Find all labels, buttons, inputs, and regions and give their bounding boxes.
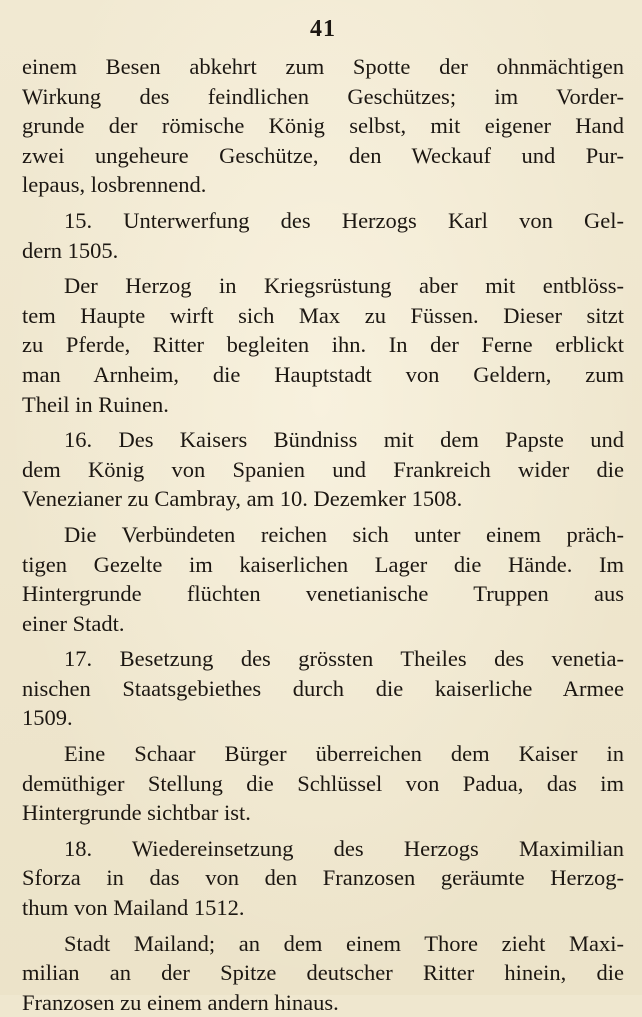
text-line: 1509. bbox=[22, 705, 73, 731]
text-line: tem Haupte wirft sich Max zu Füssen. Dieser sitzt bbox=[22, 302, 624, 328]
text-line: grunde der römische König selbst, mit eigener Hand bbox=[22, 113, 624, 139]
text-line: demüthiger Stellung die Schlüssel von Padua, das im bbox=[22, 770, 624, 796]
paragraph-description-16 bbox=[22, 520, 624, 638]
text-line: 18. Wiedereinsetzung des Herzogs Maximilian bbox=[64, 835, 624, 861]
text-line: Franzosen zu einem andern hinaus. bbox=[22, 989, 339, 1015]
text-line: Hintergrunde flüchten venetianische Truppen aus bbox=[22, 581, 624, 607]
text-line: Stadt Mailand; an dem einem Thore zieht Maxi- bbox=[64, 930, 624, 956]
paragraph-description-17 bbox=[22, 739, 624, 828]
text-line: 17. Besetzung des grössten Theiles des venetia- bbox=[64, 646, 624, 672]
section-heading-17 bbox=[22, 644, 624, 733]
text-line: dem König von Spanien und Frankreich wider die bbox=[22, 456, 624, 482]
text-line: Theil in Ruinen. bbox=[22, 391, 169, 417]
text-line: 16. Des Kaisers Bündniss mit dem Papste und bbox=[64, 427, 624, 453]
section-heading-18 bbox=[22, 834, 624, 923]
text-line: einer Stadt. bbox=[22, 610, 125, 636]
text-line: zwei ungeheure Geschütze, den Weckauf und Pur- bbox=[22, 142, 624, 168]
text-line: Hintergrunde sichtbar ist. bbox=[22, 800, 251, 826]
text-line: einem Besen abkehrt zum Spotte der ohnmächtigen bbox=[22, 54, 624, 79]
section-heading-16 bbox=[22, 425, 624, 514]
page-number: 41 bbox=[310, 16, 336, 42]
text-line: man Arnheim, die Hauptstadt von Geldern, zum bbox=[22, 361, 624, 387]
text-line: zu Pferde, Ritter begleiten ihn. In der Ferne erblickt bbox=[22, 332, 624, 358]
section-heading-15 bbox=[22, 206, 624, 265]
text-line: milian an der Spitze deutscher Ritter hinein, die bbox=[22, 960, 624, 986]
paragraph-description-14-continued bbox=[22, 52, 624, 200]
text-line: tigen Gezelte im kaiserlichen Lager die Hände. Im bbox=[22, 551, 624, 577]
text-line: Wirkung des feindlichen Geschützes; im Vorder- bbox=[22, 83, 624, 109]
text-line: Der Herzog in Kriegsrüstung aber mit entblöss- bbox=[64, 273, 624, 299]
paragraph-description-18 bbox=[22, 929, 624, 1017]
text-line: Die Verbündeten reichen sich unter einem präch- bbox=[64, 521, 624, 547]
text-line: Eine Schaar Bürger überreichen dem Kaiser in bbox=[64, 741, 624, 767]
text-line: Sforza in das von den Franzosen geräumte Herzog- bbox=[22, 865, 624, 891]
text-line: 15. Unterwerfung des Herzogs Karl von Gel- bbox=[64, 207, 624, 233]
text-line: nischen Staatsgebiethes durch die kaiserliche Armee bbox=[22, 675, 624, 701]
paragraph-description-15 bbox=[22, 271, 624, 419]
text-line: dern 1505. bbox=[22, 237, 119, 263]
text-line: Venezianer zu Cambray, am 10. Dezemker 1508. bbox=[22, 486, 463, 512]
text-line: lepaus, losbrennend. bbox=[22, 172, 207, 198]
text-line: thum von Mailand 1512. bbox=[22, 895, 245, 921]
page-body bbox=[22, 52, 624, 1017]
